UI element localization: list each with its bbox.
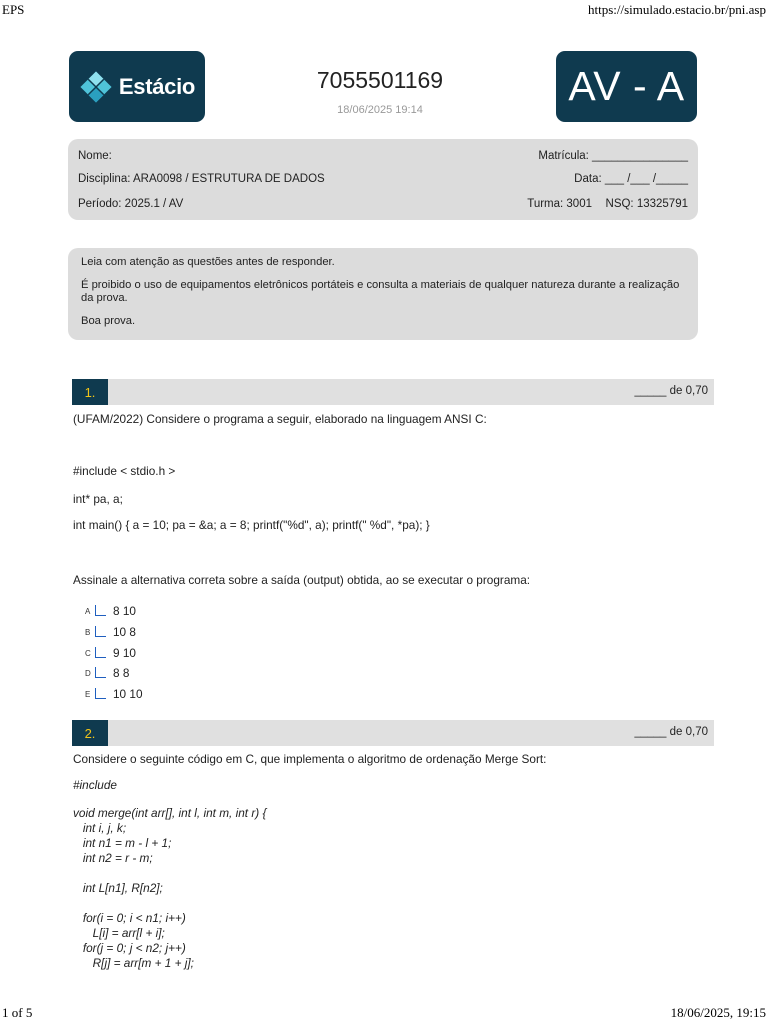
option-letter: D xyxy=(85,668,91,678)
periodo-label: Período: 2025.1 / AV xyxy=(78,198,184,210)
question-header xyxy=(72,379,714,405)
code-block: void merge(int arr[], int l, int m, int r) { int i, j, k; int n1 = m - l + 1; int n2 = r - m; int L[n1], R[n2]; for(i = 0; i < n1; i++) L[i] = arr[l + i]; for(j = 0; j < n2; j++) R[j] = arr[m + 1 + j]; xyxy=(73,806,267,970)
exam-datetime: 18/06/2025 19:14 xyxy=(337,104,423,116)
print-footer-datetime: 18/06/2025, 19:15 xyxy=(670,1005,766,1020)
option-letter: E xyxy=(85,689,91,699)
option-letter: C xyxy=(85,648,91,658)
instruction-text: É proibido o uso de equipamentos eletrônicos portáteis e consulta a materiais de qualquer natureza durante a realização da prova. xyxy=(81,279,680,304)
answer-option-c[interactable] xyxy=(85,645,136,661)
option-text: 9 10 xyxy=(113,646,136,660)
print-header-title: EPS xyxy=(2,2,25,17)
code-include: #include xyxy=(73,778,117,792)
question-intro: (UFAM/2022) Considere o programa a seguir, elaborado na linguagem ANSI C: xyxy=(73,412,487,426)
estacio-logo xyxy=(69,51,205,122)
answer-option-e[interactable] xyxy=(85,686,143,702)
option-letter: B xyxy=(85,627,91,637)
code-line: #include < stdio.h > xyxy=(73,464,176,478)
estacio-diamond-icon xyxy=(79,70,113,104)
question-header xyxy=(72,720,714,746)
option-text: 10 8 xyxy=(113,625,136,639)
code-line: int* pa, a; xyxy=(73,492,123,506)
nsq-label: NSQ: 13325791 xyxy=(605,198,688,210)
checkbox-icon[interactable] xyxy=(95,667,106,678)
checkbox-icon[interactable] xyxy=(95,605,106,616)
question-number: 1. xyxy=(72,379,108,405)
option-text: 10 10 xyxy=(113,687,143,701)
question-score: _____ de 0,70 xyxy=(634,726,708,738)
checkbox-icon[interactable] xyxy=(95,688,106,699)
question-score: _____ de 0,70 xyxy=(634,385,708,397)
checkbox-icon[interactable] xyxy=(95,647,106,658)
turma-label: Turma: 3001 xyxy=(527,198,592,210)
question-number: 2. xyxy=(72,720,108,746)
instructions-panel xyxy=(68,248,698,340)
option-letter: A xyxy=(85,606,91,616)
matricula-field: Matrícula: _______________ xyxy=(538,150,688,162)
answer-option-d[interactable] xyxy=(85,665,129,681)
exam-type-badge: AV - A xyxy=(556,51,697,122)
answer-option-a[interactable] xyxy=(85,603,136,619)
checkbox-icon[interactable] xyxy=(95,626,106,637)
exam-code: 7055501169 xyxy=(316,67,444,93)
option-text: 8 10 xyxy=(113,604,136,618)
answer-option-b[interactable] xyxy=(85,624,136,640)
print-footer-page: 1 of 5 xyxy=(2,1005,33,1020)
logo-text: Estácio xyxy=(118,73,196,99)
data-field: Data: ___ /___ /_____ xyxy=(574,173,688,185)
code-line: int main() { a = 10; pa = &a; a = 8; printf("%d", a); printf(" %d", *pa); } xyxy=(73,518,430,532)
question-prompt: Assinale a alternativa correta sobre a saída (output) obtida, ao se executar o programa: xyxy=(73,573,531,587)
question-intro: Considere o seguinte código em C, que implementa o algoritmo de ordenação Merge Sort: xyxy=(73,752,547,766)
disciplina-label: Disciplina: ARA0098 / ESTRUTURA DE DADOS xyxy=(78,173,325,185)
instruction-text: Leia com atenção as questões antes de responder. xyxy=(81,256,335,268)
student-info-panel xyxy=(68,139,698,220)
instruction-text: Boa prova. xyxy=(81,315,136,327)
nome-label: Nome: xyxy=(78,150,112,162)
print-header-url: https://simulado.estacio.br/pni.asp xyxy=(587,2,766,17)
option-text: 8 8 xyxy=(113,666,130,680)
